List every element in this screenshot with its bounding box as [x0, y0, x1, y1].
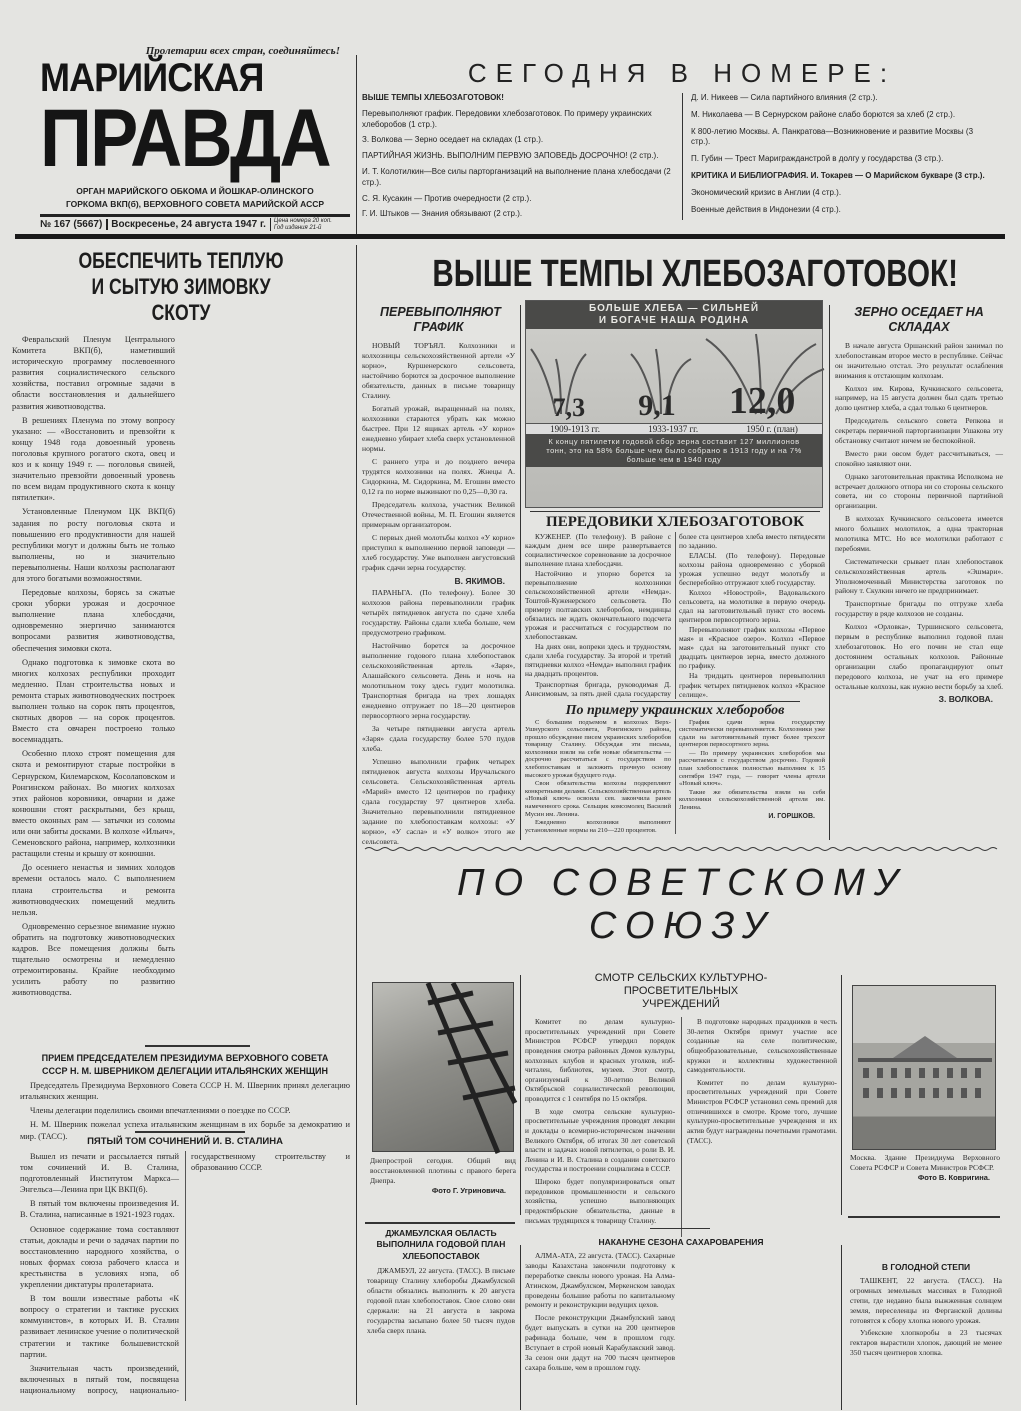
- poster-slogan: И БОГАЧЕ НАША РОДИНА: [598, 315, 750, 326]
- paragraph: Февральский Пленум Центрального Комитета ВКП(б), наметивший историческую программу послевоенного развития социалистического сельского хозяйства, поставил огромные задачи в области восстановления и дальнейшего развития животноводства.: [12, 335, 175, 411]
- paragraph: Председатель Президиума Верховного Совета СССР Н. М. Шверник принял делегацию итальянских женщин.: [20, 1081, 350, 1102]
- paragraph: ДЖАМБУЛ, 22 августа. (ТАСС). В письме товарищу Сталину хлеборобы Джамбулской области обязались выполнить к 20 августа годовой план хлебопоставок. Свое слово они сдержали: на 21 августа в закрома государства засыпано более 50 тысяч пудов хлеба сверх плана.: [367, 1266, 515, 1335]
- paragraph: Свои обязательства колхозы подкрепляют конкретными делами. Сельскохозяйственная артель «Новый ключ» освоила сев. закончила ранее намеченного срока. Сельщик комсомолец Василий Мусин им. Ленина.: [525, 780, 671, 818]
- sugar-title: НАКАНУНЕ СЕЗОНА САХАРОВАРЕНИЯ: [598, 1237, 764, 1247]
- graph-title: ПЕРЕВЫПОЛНЯЮТ ГРАФИК: [380, 305, 501, 334]
- paragraph: За четыре пятидневки августа артель «Заря» сдала государству более 570 пудов хлеба.: [362, 723, 515, 753]
- paragraph: Особенно плохо строят помещения для скота и ремонтируют старые постройки в Сернурском, Килемарском, Косолаповском и Ронгинском районах. Во многих колхозах этих районов коровники, овчарни и даже конюшни стоят раскрытыми, без крыш, вместо оконных рам — затычки из соломы или они забиты досками. В колхозе «Ильич», Семеновского района, например, колхозники растащили стены и крышу от конюшни.: [12, 749, 175, 859]
- contents: [362, 58, 1002, 228]
- photo-credit: Фото Г. Угриновича.: [431, 1185, 506, 1195]
- paragraph: График сдачи зерна государству систематически перевыполняется. Колхозники уже сдали на заготовительный пункт более трехсот центнеров первосортного зерна.: [679, 718, 825, 749]
- paragraph: Установленные Пленумом ЦК ВКП(б) задания по росту поголовья скота и повышению его продуктивности для нашей республики могут и должны быть не только выполнены, но и значительно перевыполнены. Наши колхозы располагают для этого богатыми возможностями.: [12, 507, 175, 583]
- paragraph: В решениях Пленума по этому вопросу указано: — «Восстановить и превзойти к концу 1948 года довоенный уровень поголовья крупного рогатого скота, овец и коз и к концу 1949 г. — поголовья свиней, значительно превзойти довоенный уровень по всем видам продуктивного скота к концу пятилетки».: [12, 415, 175, 503]
- poster-value: 9,1: [638, 389, 676, 422]
- contents-item[interactable]: Г. И. Штыков — Знания обязывают (2 стр.).: [362, 209, 523, 219]
- contents-title: СЕГОДНЯ В НОМЕРЕ:: [467, 58, 897, 88]
- poster-caption: К концу пятилетки годовой сбор зерна составит 127 миллионов тонн, это на 58% больше чем было собрано в 1913 году и на 7% больше чем в 1940 году: [526, 434, 822, 467]
- photo-moscow-building: [852, 985, 996, 1150]
- ukr-article: [525, 703, 825, 835]
- paragraph: Транспортные бригады по отгрузке хлеба государству в ряде колхозов не созданы.: [835, 599, 1003, 619]
- leaders-article: [525, 514, 825, 699]
- paragraph: На тридцать центнеров перевыполнил график четырех пятидневок колхоз «Красное селище».: [679, 671, 825, 699]
- paragraph: АЛМА-АТА, 22 августа. (ТАСС). Сахарные заводы Казахстана закончили подготовку к переработке свеклы нового урожая. На Алма-Атинском, Джамбулском, Меркенском заводах проведены большие работы по капитальному ремонту и реконструкции ведущих цехов.: [525, 1251, 675, 1310]
- contents-item[interactable]: П. Губин — Трест Маригражданстрой в долгу у государства (3 стр.).: [691, 154, 944, 164]
- contents-item[interactable]: Перевыполняют график. Передовики хлебозаготовок. По примеру украинских хлеборобов (1 стр.).: [362, 108, 652, 129]
- contents-item[interactable]: С. Я. Кусакин — Против очередности (2 стр.).: [362, 193, 532, 203]
- paragraph: В том вошли известные работы «К вопросу о стратегии и тактике русских коммунистов», в которых И. В. Сталин развивает ленинское учение о политической стратегии и тактике большевистской партии.: [20, 1294, 179, 1359]
- masthead-slogan: Пролетарии всех стран, соединяйтесь!: [145, 45, 340, 57]
- paragraph: Узбекские хлопкоробы в 23 тысячах гектаров вырастили хлопок, дающий не менее 350 тысяч центнеров хлопка.: [850, 1328, 1002, 1358]
- paragraph: После реконструкции Джамбулский завод будет выпускать в сутки на 200 центнеров рафинада больше, чем в прошлом году. Вступает в строй новый Карабулакский завод. За сезон они дадут на 700 тысяч центнеров сахара больше, чем в прошлом году.: [525, 1313, 675, 1372]
- paragraph: Такие же обязательства взяли на себя колхозники сельскохозяйственной артели им. Ленина.: [679, 788, 825, 811]
- paragraph: Основное содержание тома составляют статьи, доклады и речи о задачах партии по восстановлению народного хозяйства, о новых формах союза рабочего класса и крестьянства в условиях нэпа, об укреплении диктатуры пролетариата.: [20, 1224, 179, 1290]
- signature: З. ВОЛКОВА.: [938, 694, 993, 705]
- photo-caption: Москва. Здание Президиума Верховного Совета РСФСР и Совета Министров РСФСР.: [850, 1153, 1000, 1172]
- paragraph: ПАРАНЬГА. (По телефону). Более 30 колхозов района перевыполнили график четырёх пятидневок августа по сдаче хлеба государству. Районы сдали хлеба больше, чем предусмотрено графиком.: [362, 587, 515, 637]
- poster-period: 1950 г. (план): [746, 424, 798, 434]
- steppe-article: [850, 1262, 1002, 1410]
- paragraph: Комитет по делам культурно-просветительных учреждений при Совете Министров РСФСР утвердил порядок проведения смотра районных Домов культуры, колхозных клубов и красных уголков, изб-читален, библиотек, музеев. Этот смотр, организуемый к 30-летию Великой Октябрьской социалистической революции, проводится с 1 сентября по 15 октября.: [525, 1017, 675, 1103]
- paragraph: До осеннего ненастья и зимних холодов времени осталось мало. С выполнением плана строительства и ремонта животноводческих помещений медлить нельзя.: [12, 863, 175, 917]
- paragraph: Настойчиво борется за досрочное выполнение годового плана хлебопоставок сельскохозяйственная артель «Заря», Алашайского сельсовета. День и ночь на молотильном току здесь гудит молотилка. Транспортная бригада на трех лошадях ежедневно отгружает по 18—20 центнеров первосортного зерна государству.: [362, 640, 515, 720]
- issue-price: Цена номера 20 коп.: [273, 218, 332, 224]
- contents-item[interactable]: КРИТИКА И БИБЛИОГРАФИЯ. И. Токарев — О Марийском букваре (3 стр.).: [691, 170, 985, 180]
- sugar-article: [525, 1237, 837, 1409]
- paragraph: Успешно выполнили график четырех пятидневок августа колхозы Иручальского сельсовета. Сельскохозяйственная артель «Марий» вместо 12 центнеров по графику сдала государству 97 центнеров хлеба. Значительно перевыполнили пятидневное задание по хлебопоставкам колхозы: «У корно», «У сасла» и «У волко» этого же сельсовета.: [362, 756, 515, 846]
- paragraph: Однако подготовка к зимовке скота во многих колхозах республики проходит медленно. План строительства новых и ремонта старых животноводческих построек выполнен только на сорок пять процентов, скотных дворов — на сорок процентов. Вместо ста овчарен построено только восемнадцать.: [12, 657, 175, 745]
- paragraph: С раннего утра и до позднего вечера трудятся колхозники на полях. Жнецы А. Сидоркина, М. Сидоркина, М. Егошин вместо 0,12 га по норме выжинают по 0,25—0,30 га.: [362, 457, 515, 497]
- paragraph: Значительная часть произведений, включенных в пятый том, посвящена национальному вопросу, национально-государственному строительству и образованию СССР.: [20, 1152, 350, 1395]
- paragraph: Председатель сельского совета Репкова и секретарь первичной парторганизации Ушакова эту обстановку считают ничем не беспокойной.: [835, 416, 1003, 446]
- wavy-rule: [365, 846, 1000, 852]
- contents-item[interactable]: ВЫШЕ ТЕМПЫ ХЛЕБОЗАГОТОВОК!: [362, 93, 504, 102]
- leaders-title: ПЕРЕДОВИКИ ХЛЕБОЗАГОТОВОК: [546, 514, 804, 530]
- issue-year: Год издания 21-й: [273, 224, 322, 231]
- paragraph: ТАШКЕНТ, 22 августа. (ТАСС). На огромных земельных массивах в Голодной степи, где недавно была выжженная солнцем земля, переселенцы из Ферганской долины готовятся к сбору хлопка нового урожая.: [850, 1276, 1002, 1325]
- poster-period: 1909-1913 гг.: [550, 424, 600, 434]
- paragraph: Широко будет популяризироваться опыт передовиков промышленности и сельского хозяйства, успешно выполняющих предоктябрьские обязательства, данные в письмах трудящихся к товарищу Сталину.: [525, 1177, 675, 1225]
- paragraph: С большим подъемом в колхозах Верх-Ушнурского сельсовета, Ронгинского района, прошло обсуждение писем украинских хлеборобов товарищу Сталину. Обсуждая эти письма, колхозники взяли на себя новые обязательства — досрочно рассчитаться с государством по хлебопоставкам и заложить прочную основу высокого урожая будущего года.: [525, 718, 671, 779]
- issue-line: [40, 218, 350, 231]
- paragraph: Транспортная бригада, руководимая Д. Анисимовым, за пять дней сдала государству более ста центнеров хлеба вместо пятидесяти по заданию.: [525, 532, 825, 698]
- paragraph: В подготовке народных праздников в честь 30-летия Октября примут участие все созданные на селе политические, общеобразовательные, сельскохозяйственные кружки и коллективы художественной самодеятельности.: [687, 1017, 837, 1075]
- steppe-title: В ГОЛОДНОЙ СТЕПИ: [881, 1262, 971, 1272]
- ukr-title: По примеру украинских хлеборобов: [565, 702, 785, 718]
- grain-article: [835, 305, 1003, 850]
- paragraph: КУЖЕНЕР. (По телефону). В районе с каждым днем все шире развертывается социалистическое соревнование за досрочное выполнение плана хлебосдачи.: [525, 532, 671, 569]
- paragraph: Перевыполняют график колхозы «Первое мая» и «Красное озеро». Колхоз «Первое мая» сдал на заготовительный пункт сто двадцать центнеров зерна, вместо должного по графику.: [679, 625, 825, 671]
- paragraph: В пятый том включены произведения И. В. Сталина, написанные в 1921-1923 годах.: [20, 1199, 179, 1220]
- paragraph: — По примеру украинских хлеборобов мы рассчитаемся с государством досрочно. Годовой план хлебопоставок полностью выполним к 15 сентября 1947 года, — говорят члены артели «Новый ключ».: [679, 749, 825, 788]
- contents-item[interactable]: И. Т. Колотилкин—Все силы парторганизаций на выполнение плана хлебосдачи (2 стр.).: [362, 166, 671, 187]
- center-stack: [525, 511, 825, 834]
- issue-date: Воскресенье, 24 августа 1947 г.: [106, 219, 266, 230]
- paragraph: С первых дней молотьбы колхоз «У корно» приступил к выполнению первой заповеди — хлеб государству. Уже выполнен августовский график сдачи зерна государству.: [362, 533, 515, 573]
- paragraph: Колхоз «Новострой», Вадовальского сельсовета, на молотилке в первую очередь сдал на заготовительный пункт сто восемь центнеров первосортного зерна.: [679, 588, 825, 625]
- paragraph: Ежедневно колхозники выполняют установленные нормы на 210—220 процентов.: [525, 819, 671, 834]
- paragraph: В ходе смотра сельские культурно-просветительные учреждения проводят лекции и доклады о всемирно-историческом значении Великого Октября, об итогах 30 лет советской власти и задачах новой пятилетки, о роли В. И. Ленина и И. В. Сталина в создании советского государства и построении социализма в СССР.: [525, 1106, 675, 1174]
- signature: В. ЯКИМОВ.: [454, 576, 505, 587]
- paragraph: НОВЫЙ ТОРЪЯЛ. Колхозники и колхозницы сельскохозяйственной артели «У корно», Куршенерского сельсовета, настойчиво борются за досрочное выполнение обязательств, данных в письме товарищу Сталину.: [362, 341, 515, 401]
- paragraph: Вышел из печати и рассылается пятый том сочинений И. В. Сталина, подготовленный Институтом Маркса—Энгельса—Ленина при ЦК ВКП(б).: [20, 1152, 179, 1195]
- contents-item[interactable]: Военные действия в Индонезии (4 стр.).: [691, 204, 841, 214]
- poster-value: 12,0: [728, 380, 796, 422]
- paragraph: На днях они, вопреки здесь и трудностям, сдали хлеба государству. За второй и третий пятидневки колхоз «Немда» выполнил график на двадцать процентов.: [525, 642, 671, 679]
- header-rule: [15, 234, 1005, 239]
- contents-item[interactable]: М. Николаева — В Сернурском районе слабо борются за хлеб (2 стр.).: [691, 109, 956, 119]
- photo-credit: Фото В. Ковригина.: [917, 1172, 990, 1182]
- graph-article: [362, 305, 515, 845]
- dzhambul-article: [367, 1228, 515, 1408]
- paragraph: Богатый урожай, выращенный на полях, колхозники стараются убрать как можно быстрее. При 12 ящиках артель «У корно» ежедневно убирает хлеба сверх установленной нормы.: [362, 404, 515, 454]
- masthead-title-1: МАРИЙСКАЯ: [40, 56, 264, 100]
- lead-article: [12, 248, 350, 1038]
- culture-title: СМОТР СЕЛЬСКИХ КУЛЬТУРНО-ПРОСВЕТИТЕЛЬНЫХ УЧРЕЖДЕНИЙ: [594, 972, 768, 1010]
- paragraph: Колхоз «Орловка», Туршинского сельсовета, первым в республике выполнил годовой план хлебозаготовок. Но его почин не стал еще достоянием остальных колхозов. Районные организации слабо пропагандируют опыт передового колхоза, не учат на его примере остальные колхозы, как нужно вести борьбу за хлеб.: [835, 622, 1004, 691]
- dzhambul-title: ДЖАМБУЛСКАЯ ОБЛАСТЬ ВЫПОЛНИЛА ГОДОВОЙ ПЛАН ХЛЕБОПОСТАВОК: [376, 1228, 506, 1261]
- signature: И. ГОРШКОВ.: [768, 812, 815, 820]
- paragraph: В начале августа Оршанский район занимал по хлебопоставкам второе место в республике. Сейчас он значительно отстал. Это результат ослабления внимания к отстающим колхозам.: [835, 341, 1003, 380]
- photo-caption: Днепрострой сегодня. Общий вид восстановленной плотины с правого берега Днепра.: [370, 1156, 516, 1185]
- masthead-title-2: ПРАВДА: [40, 93, 330, 184]
- paragraph: Комитет по делам культурно-просветительных учреждений при Совете Министров РСФСР установил семь премий для отличившихся в смотре. Кроме того, лучшие культурно-просветительные учреждения и их актив будут награждены почетными грамотами. (ТАСС).: [687, 1077, 837, 1145]
- poster-period: 1933-1937 гг.: [648, 424, 699, 434]
- paragraph: Настойчиво и упорно борется за перевыполнение колхозники сельскохозяйственной артели «Немда». Тоштой-Куженерского сельсовета. По примеру полтавских хлеборобов, немдинцы обязались не ждать окончательного подсчета урожая и рассчитаться с государством по хлебопоставкам.: [525, 569, 671, 642]
- poster-slogan: БОЛЬШЕ ХЛЕБА — СИЛЬНЕЙ: [588, 303, 760, 314]
- lead-title: ОБЕСПЕЧИТЬ ТЕПЛУЮ И СЫТУЮ ЗИМОВКУ СКОТУ: [78, 248, 284, 325]
- culture-article: [525, 972, 837, 1225]
- contents-item[interactable]: Д. И. Никеев — Сила партийного влияния (2 стр.).: [691, 93, 878, 102]
- contents-item[interactable]: К 800-летию Москвы. А. Панкратова—Возникновение и развитие Москвы (3 стр.).: [691, 126, 974, 147]
- paragraph: Н. М. Шверник пожелал успеха итальянским женщинам в их борьбе за демократию и мир. (ТАСС).: [20, 1120, 350, 1141]
- paragraph: ЕЛАСЫ. (По телефону). Передовые колхозы района одновременно с уборкой урожая успешно ведут молотьбу и бесперебойно отгружают хлеб государству.: [679, 551, 825, 588]
- contents-item[interactable]: ПАРТИЙНАЯ ЖИЗНЬ. ВЫПОЛНИМ ПЕРВУЮ ЗАПОВЕДЬ ДОСРОЧНО! (2 стр.).: [362, 151, 659, 161]
- paragraph: Члены делегации поделились своими впечатлениями о поездке по СССР.: [30, 1106, 291, 1116]
- grain-title: ЗЕРНО ОСЕДАЕТ НА СКЛАДАХ: [854, 305, 984, 334]
- poster-value: 7,3: [552, 393, 586, 422]
- paragraph: Одновременно серьезное внимание нужно обратить на подготовку животноводческих кадров. Все помещения должны быть тщательно осмотрены и немедленно отремонтированы. Крайне необходимо усилить работу по развитию животноводства.: [12, 921, 175, 998]
- photo-dneprostroy: [372, 982, 514, 1152]
- stalin-article: [20, 1136, 350, 1406]
- paragraph: Вместо ржи овсом будет рассчитываться, — спокойно заявляют они.: [835, 448, 1003, 468]
- masthead: [40, 45, 350, 235]
- issue-number: № 167 (5667): [40, 219, 103, 231]
- shvernik-title: ПРИЕМ ПРЕДСЕДАТЕЛЕМ ПРЕЗИДИУМА ВЕРХОВНОГО СОВЕТА СССР Н. М. ШВЕРНИКОМ ДЕЛЕГАЦИИ ИТАЛЬЯНСКИХ ЖЕНЩИН: [41, 1053, 329, 1076]
- contents-item[interactable]: Экономический кризис в Англии (4 стр.).: [691, 187, 842, 197]
- paragraph: Однако заготовительная практика Исполкома не встречает должного отпора ни со стороны сельского совета, ни со стороны первичной партийной организации.: [835, 471, 1003, 511]
- poster: [525, 300, 823, 508]
- section-title: ПО СОВЕТСКОМУ СОЮЗУ: [456, 862, 908, 947]
- paragraph: Колхоз им. Кирова, Кучкинского сельсовета, например, на 15 августа должен был сдать третью долю центнер хлеба, а сдал только 6 центнеров.: [835, 383, 1003, 413]
- paragraph: Систематически срывает план хлебопоставок сельскохозяйственная артель «Эшмари». Уполномоченный Министерства заготовок по району т. Скулкин ничего не предпринимает.: [835, 556, 1003, 596]
- main-headline: ВЫШЕ ТЕМПЫ ХЛЕБОЗАГОТОВОК!: [432, 253, 958, 295]
- stalin-title: ПЯТЫЙ ТОМ СОЧИНЕНИЙ И. В. СТАЛИНА: [87, 1136, 283, 1147]
- masthead-organ: ОРГАН МАРИЙСКОГО ОБКОМА И ЙОШКАР-ОЛИНСКОГО ГОРКОМА ВКП(б), ВЕРХОВНОГО СОВЕТА МАРИЙСКОЙ АССР: [65, 186, 325, 209]
- paragraph: В колхозах Кучкинского сельсовета имеется много больших молотилок, а одна тракторная молотилка МТС. Но все молотилки работают с перебоями.: [835, 514, 1003, 553]
- paragraph: Передовые колхозы, борясь за сжатые сроки уборки урожая и досрочное выполнение плана хлебосдачи, одновременно энергично занимаются вопросами развития животноводства, обеспечения зимовки скота.: [12, 588, 175, 653]
- paragraph: Председатель колхоза, участник Великой Отечественной войны, М. П. Егошин является примерным организатором.: [362, 500, 515, 530]
- contents-item[interactable]: З. Волкова — Зерно оседает на складах (1 стр.).: [362, 135, 544, 145]
